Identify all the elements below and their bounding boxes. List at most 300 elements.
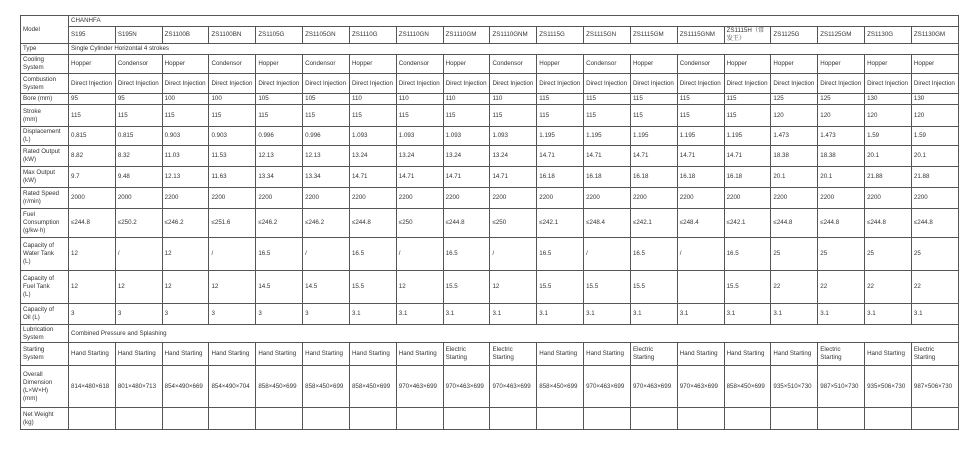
displacement-cell: 1.59 [911, 127, 958, 146]
row-label-line: Lubrication [23, 325, 54, 333]
starting-cell: Hand Starting [115, 343, 162, 366]
bore-cell: 115 [584, 94, 631, 105]
model-name: ZS1110GN [396, 27, 443, 44]
table-row [21, 325, 959, 343]
rated-speed-cell: 2200 [865, 188, 912, 209]
combustion-cell: Direct Injection [865, 74, 912, 94]
stroke-cell: 115 [349, 105, 396, 127]
row-label-line: Dimension [23, 378, 53, 386]
starting-cell: Hand Starting [162, 343, 209, 366]
fuel-tank-cell: 12 [115, 271, 162, 304]
cooling-cell: Condensor [209, 55, 256, 74]
model-name: ZS1115H（常发王） [724, 27, 771, 44]
max-output-cell: 9.7 [69, 167, 116, 188]
combustion-cell: Direct Injection [584, 74, 631, 94]
model-name: ZS1130G [865, 27, 912, 44]
row-label-line: (kW) [23, 156, 37, 163]
model-name: ZS1105GN [303, 27, 350, 44]
row-label-line: (kg) [23, 418, 34, 426]
starting-cell: Electric Starting [911, 343, 958, 366]
max-output-cell: 14.71 [396, 167, 443, 188]
weight-cell [911, 408, 958, 430]
cooling-cell: Hopper [771, 55, 818, 74]
row-label-model: Model [21, 16, 69, 44]
overall-cell: 970×463×699 [396, 366, 443, 408]
overall-cell: 987×506×730 [911, 366, 958, 408]
starting-cell: Hand Starting [724, 343, 771, 366]
row-label-rated-output [21, 146, 69, 167]
stroke-cell: 115 [537, 105, 584, 127]
row-label-line: Fuel Tank [23, 283, 50, 290]
row-label-stroke [21, 105, 69, 127]
max-output-cell: 14.71 [490, 167, 537, 188]
row-label-line: Rated Speed [23, 190, 60, 197]
max-output-cell: 12.13 [162, 167, 209, 188]
model-name: ZS1125GM [818, 27, 865, 44]
fuel-cell: ≤246.2 [256, 209, 303, 238]
cooling-cell: Condensor [396, 55, 443, 74]
bore-cell: 110 [396, 94, 443, 105]
starting-cell: Hand Starting [865, 343, 912, 366]
rated-output-cell: 18.38 [771, 146, 818, 167]
stroke-cell: 120 [911, 105, 958, 127]
weight-cell [303, 408, 350, 430]
row-label-bore: Bore (mm) [21, 94, 69, 105]
row-label-line: (L×W×H) [23, 386, 49, 394]
water-tank-cell: 25 [771, 238, 818, 271]
rated-output-cell: 13.24 [349, 146, 396, 167]
fuel-cell: ≤244.8 [349, 209, 396, 238]
row-label-combustion [21, 74, 69, 94]
overall-cell: 858×450×699 [537, 366, 584, 408]
fuel-tank-cell: 22 [818, 271, 865, 304]
row-label-line: Capacity of [23, 306, 54, 313]
max-output-cell: 11.63 [209, 167, 256, 188]
row-label-max-output [21, 167, 69, 188]
row-label-line: Fuel [23, 211, 36, 218]
combustion-cell: Direct Injection [443, 74, 490, 94]
fuel-cell: ≤250.2 [115, 209, 162, 238]
table-row [21, 74, 959, 94]
oil-cell: 3.1 [677, 304, 724, 325]
overall-cell: 854×490×669 [162, 366, 209, 408]
stroke-cell: 115 [115, 105, 162, 127]
water-tank-cell: 16.5 [443, 238, 490, 271]
max-output-cell: 13.34 [303, 167, 350, 188]
row-label-water-tank [21, 238, 69, 271]
rated-output-cell: 14.71 [584, 146, 631, 167]
max-output-cell: 16.18 [584, 167, 631, 188]
starting-cell: Hand Starting [771, 343, 818, 366]
weight-cell [69, 408, 116, 430]
row-label-line: Stroke [23, 107, 41, 115]
displacement-cell: 1.195 [630, 127, 677, 146]
max-output-cell: 21.88 [865, 167, 912, 188]
rated-output-cell: 13.24 [490, 146, 537, 167]
engine-spec-table [20, 15, 959, 430]
rated-speed-cell: 2200 [911, 188, 958, 209]
row-label-line: Net Weight [23, 410, 54, 418]
oil-cell: 3.1 [818, 304, 865, 325]
bore-cell: 105 [256, 94, 303, 105]
rated-output-cell: 14.71 [630, 146, 677, 167]
model-name: ZS1125G [771, 27, 818, 44]
oil-cell: 3.1 [396, 304, 443, 325]
combustion-cell: Direct Injection [349, 74, 396, 94]
row-label-line: Oil (L) [23, 314, 40, 321]
rated-output-cell: 8.82 [69, 146, 116, 167]
max-output-cell: 16.18 [677, 167, 724, 188]
table-row [21, 44, 959, 55]
displacement-cell: 1.59 [865, 127, 912, 146]
model-name: ZS1110GM [443, 27, 490, 44]
rated-speed-cell: 2000 [69, 188, 116, 209]
fuel-tank-cell: 14.5 [256, 271, 303, 304]
table-row [21, 105, 959, 127]
max-output-cell: 9.48 [115, 167, 162, 188]
combustion-cell: Direct Injection [396, 74, 443, 94]
model-name: ZS1115GN [584, 27, 631, 44]
oil-cell: 3.1 [584, 304, 631, 325]
rated-speed-cell: 2200 [771, 188, 818, 209]
displacement-cell: 0.996 [303, 127, 350, 146]
overall-cell: 814×480×618 [69, 366, 116, 408]
cooling-cell: Condensor [677, 55, 724, 74]
max-output-cell: 16.18 [630, 167, 677, 188]
row-label-line: System [23, 83, 44, 91]
overall-cell: 970×463×699 [490, 366, 537, 408]
oil-cell: 3 [209, 304, 256, 325]
combustion-cell: Direct Injection [724, 74, 771, 94]
water-tank-cell: 12 [69, 238, 116, 271]
rated-output-cell: 12.13 [256, 146, 303, 167]
combustion-cell: Direct Injection [162, 74, 209, 94]
rated-speed-cell: 2200 [349, 188, 396, 209]
cooling-cell: Hopper [911, 55, 958, 74]
cooling-cell: Hopper [349, 55, 396, 74]
row-label-line: Water Tank [23, 250, 54, 257]
rated-speed-cell: 2200 [209, 188, 256, 209]
table-row [21, 188, 959, 209]
overall-cell: 858×450×699 [256, 366, 303, 408]
bore-cell: 110 [443, 94, 490, 105]
fuel-cell: ≤250 [396, 209, 443, 238]
row-label-line: Combustion [23, 75, 57, 83]
fuel-tank-cell: 15.5 [630, 271, 677, 304]
table-row [21, 271, 959, 304]
table-row [21, 209, 959, 238]
fuel-cell: ≤242.1 [724, 209, 771, 238]
starting-cell: Hand Starting [677, 343, 724, 366]
water-tank-cell: 16.5 [349, 238, 396, 271]
oil-cell: 3.1 [537, 304, 584, 325]
model-name: ZS1100B [162, 27, 209, 44]
fuel-cell: ≤250 [490, 209, 537, 238]
bore-cell: 115 [630, 94, 677, 105]
stroke-cell: 115 [303, 105, 350, 127]
fuel-cell: ≤242.1 [537, 209, 584, 238]
combustion-cell: Direct Injection [818, 74, 865, 94]
oil-cell: 3.1 [630, 304, 677, 325]
bore-cell: 125 [818, 94, 865, 105]
row-label-line: (g/kw·h) [23, 227, 46, 234]
row-label-line: System [23, 333, 44, 341]
weight-cell [115, 408, 162, 430]
cooling-cell: Condensor [584, 55, 631, 74]
starting-cell: Electric Starting [818, 343, 865, 366]
oil-cell: 3.1 [865, 304, 912, 325]
max-output-cell: 14.71 [349, 167, 396, 188]
bore-cell: 105 [303, 94, 350, 105]
rated-speed-cell: 2200 [443, 188, 490, 209]
weight-cell [818, 408, 865, 430]
rated-output-cell: 13.24 [443, 146, 490, 167]
overall-cell: 854×490×704 [209, 366, 256, 408]
oil-cell: 3.1 [490, 304, 537, 325]
model-name: S195N [115, 27, 162, 44]
table-row [21, 55, 959, 74]
rated-output-cell: 20.1 [911, 146, 958, 167]
fuel-cell: ≤248.4 [677, 209, 724, 238]
starting-cell: Hand Starting [209, 343, 256, 366]
water-tank-cell: 16.5 [724, 238, 771, 271]
water-tank-cell: / [115, 238, 162, 271]
row-label-line: Consumption [23, 219, 60, 226]
weight-cell [630, 408, 677, 430]
fuel-tank-cell: 15.5 [724, 271, 771, 304]
fuel-tank-cell: 15.5 [537, 271, 584, 304]
water-tank-cell: 16.5 [537, 238, 584, 271]
overall-cell: 935×510×730 [771, 366, 818, 408]
row-label-oil [21, 304, 69, 325]
rated-output-cell: 11.03 [162, 146, 209, 167]
cooling-cell: Condensor [115, 55, 162, 74]
oil-cell: 3 [162, 304, 209, 325]
max-output-cell: 13.34 [256, 167, 303, 188]
fuel-cell: ≤244.8 [771, 209, 818, 238]
cooling-cell: Hopper [443, 55, 490, 74]
overall-cell: 970×463×699 [584, 366, 631, 408]
overall-cell: 935×506×730 [865, 366, 912, 408]
rated-speed-cell: 2200 [256, 188, 303, 209]
displacement-cell: 1.473 [818, 127, 865, 146]
weight-cell [490, 408, 537, 430]
stroke-cell: 120 [818, 105, 865, 127]
fuel-tank-cell: 14.5 [303, 271, 350, 304]
fuel-tank-cell: 12 [69, 271, 116, 304]
bore-cell: 100 [162, 94, 209, 105]
table-row [21, 94, 959, 105]
stroke-cell: 115 [162, 105, 209, 127]
fuel-tank-cell: 15.5 [349, 271, 396, 304]
rated-speed-cell: 2200 [490, 188, 537, 209]
fuel-tank-cell: 22 [771, 271, 818, 304]
rated-speed-cell: 2200 [162, 188, 209, 209]
row-label-line: Starting [23, 346, 45, 353]
displacement-cell: 1.093 [443, 127, 490, 146]
fuel-cell: ≤244.8 [911, 209, 958, 238]
weight-cell [349, 408, 396, 430]
rated-output-cell: 20.1 [865, 146, 912, 167]
oil-cell: 3 [256, 304, 303, 325]
water-tank-cell: 25 [911, 238, 958, 271]
starting-cell: Electric Starting [630, 343, 677, 366]
max-output-cell: 16.18 [537, 167, 584, 188]
fuel-tank-cell: 15.5 [443, 271, 490, 304]
starting-cell: Hand Starting [584, 343, 631, 366]
rated-output-cell: 18.38 [818, 146, 865, 167]
rated-speed-cell: 2200 [630, 188, 677, 209]
max-output-cell: 20.1 [818, 167, 865, 188]
model-name: ZS1110G [349, 27, 396, 44]
table-row [21, 27, 959, 44]
displacement-cell: 0.903 [162, 127, 209, 146]
row-label-fuel-tank [21, 271, 69, 304]
stroke-cell: 115 [584, 105, 631, 127]
fuel-cell: ≤246.2 [303, 209, 350, 238]
row-label-line: (mm) [23, 115, 38, 123]
combustion-cell: Direct Injection [209, 74, 256, 94]
row-label-line: Capacity of [23, 275, 54, 282]
combustion-cell: Direct Injection [69, 74, 116, 94]
weight-cell [771, 408, 818, 430]
water-tank-cell: / [303, 238, 350, 271]
stroke-cell: 115 [209, 105, 256, 127]
oil-cell: 3 [115, 304, 162, 325]
max-output-cell: 21.88 [911, 167, 958, 188]
bore-cell: 100 [209, 94, 256, 105]
rated-speed-cell: 2200 [677, 188, 724, 209]
weight-cell [443, 408, 490, 430]
table-row [21, 146, 959, 167]
stroke-cell: 115 [490, 105, 537, 127]
water-tank-cell: 16.5 [256, 238, 303, 271]
row-label-line: System [23, 64, 44, 71]
row-label-line: Overall [23, 370, 43, 378]
max-output-cell: 20.1 [771, 167, 818, 188]
rated-output-cell: 8.32 [115, 146, 162, 167]
max-output-cell: 14.71 [443, 167, 490, 188]
cooling-cell: Hopper [537, 55, 584, 74]
bore-cell: 130 [865, 94, 912, 105]
row-label-line: System [23, 354, 44, 361]
displacement-cell: 0.815 [115, 127, 162, 146]
bore-cell: 115 [537, 94, 584, 105]
combustion-cell: Direct Injection [630, 74, 677, 94]
model-name: ZS1115GM [630, 27, 677, 44]
rated-output-cell: 13.24 [396, 146, 443, 167]
displacement-cell: 1.093 [349, 127, 396, 146]
rated-speed-cell: 2000 [115, 188, 162, 209]
table-row [21, 304, 959, 325]
max-output-cell: 16.18 [724, 167, 771, 188]
oil-cell: 3 [69, 304, 116, 325]
rated-output-cell: 14.71 [537, 146, 584, 167]
oil-cell: 3.1 [911, 304, 958, 325]
brand-name: CHANHFA [69, 16, 959, 27]
weight-cell [584, 408, 631, 430]
oil-cell: 3.1 [724, 304, 771, 325]
bore-cell: 95 [115, 94, 162, 105]
fuel-tank-cell: 12 [209, 271, 256, 304]
displacement-cell: 0.903 [209, 127, 256, 146]
rated-speed-cell: 2200 [537, 188, 584, 209]
water-tank-cell: / [677, 238, 724, 271]
displacement-cell: 1.093 [396, 127, 443, 146]
row-label-weight [21, 408, 69, 430]
table-row [21, 16, 959, 27]
weight-cell [724, 408, 771, 430]
overall-cell: 858×450×699 [349, 366, 396, 408]
combustion-cell: Direct Injection [256, 74, 303, 94]
row-label-lubrication [21, 325, 69, 343]
model-name: ZS1115G [537, 27, 584, 44]
model-name: ZS1115GNM [677, 27, 724, 44]
oil-cell: 3.1 [771, 304, 818, 325]
rated-output-cell: 11.53 [209, 146, 256, 167]
row-label-line: Capacity of [23, 242, 54, 249]
oil-cell: 3.1 [349, 304, 396, 325]
rated-speed-cell: 2200 [724, 188, 771, 209]
starting-cell: Hand Starting [69, 343, 116, 366]
fuel-tank-cell: 12 [162, 271, 209, 304]
combustion-cell: Direct Injection [490, 74, 537, 94]
cooling-cell: Hopper [630, 55, 677, 74]
cooling-cell: Hopper [69, 55, 116, 74]
stroke-cell: 115 [724, 105, 771, 127]
weight-cell [209, 408, 256, 430]
water-tank-cell: 12 [162, 238, 209, 271]
combustion-cell: Direct Injection [537, 74, 584, 94]
model-name: ZS1100BN [209, 27, 256, 44]
starting-cell: Hand Starting [256, 343, 303, 366]
table-row [21, 408, 959, 430]
water-tank-cell: 16.5 [630, 238, 677, 271]
row-label-overall [21, 366, 69, 408]
model-name: ZS1105G [256, 27, 303, 44]
cooling-cell: Condensor [303, 55, 350, 74]
stroke-cell: 115 [396, 105, 443, 127]
combustion-cell: Direct Injection [771, 74, 818, 94]
bore-cell: 115 [677, 94, 724, 105]
weight-cell [677, 408, 724, 430]
fuel-tank-cell [677, 271, 724, 304]
table-row [21, 238, 959, 271]
weight-cell [396, 408, 443, 430]
stroke-cell: 115 [256, 105, 303, 127]
water-tank-cell: / [396, 238, 443, 271]
starting-cell: Hand Starting [396, 343, 443, 366]
rated-speed-cell: 2200 [396, 188, 443, 209]
fuel-tank-cell: 22 [865, 271, 912, 304]
displacement-cell: 1.195 [584, 127, 631, 146]
displacement-cell: 1.473 [771, 127, 818, 146]
fuel-cell: ≤242.1 [630, 209, 677, 238]
rated-output-cell: 14.71 [677, 146, 724, 167]
fuel-cell: ≤244.8 [818, 209, 865, 238]
stroke-cell: 115 [677, 105, 724, 127]
row-label-line: Cooling [23, 56, 44, 63]
starting-cell: Hand Starting [537, 343, 584, 366]
combustion-cell: Direct Injection [115, 74, 162, 94]
row-label-line: (L) [23, 291, 31, 298]
fuel-cell: ≤251.6 [209, 209, 256, 238]
model-name: ZS1110GNM [490, 27, 537, 44]
row-label-line: (mm) [23, 394, 38, 402]
overall-cell: 858×450×699 [724, 366, 771, 408]
bore-cell: 95 [69, 94, 116, 105]
stroke-cell: 120 [771, 105, 818, 127]
